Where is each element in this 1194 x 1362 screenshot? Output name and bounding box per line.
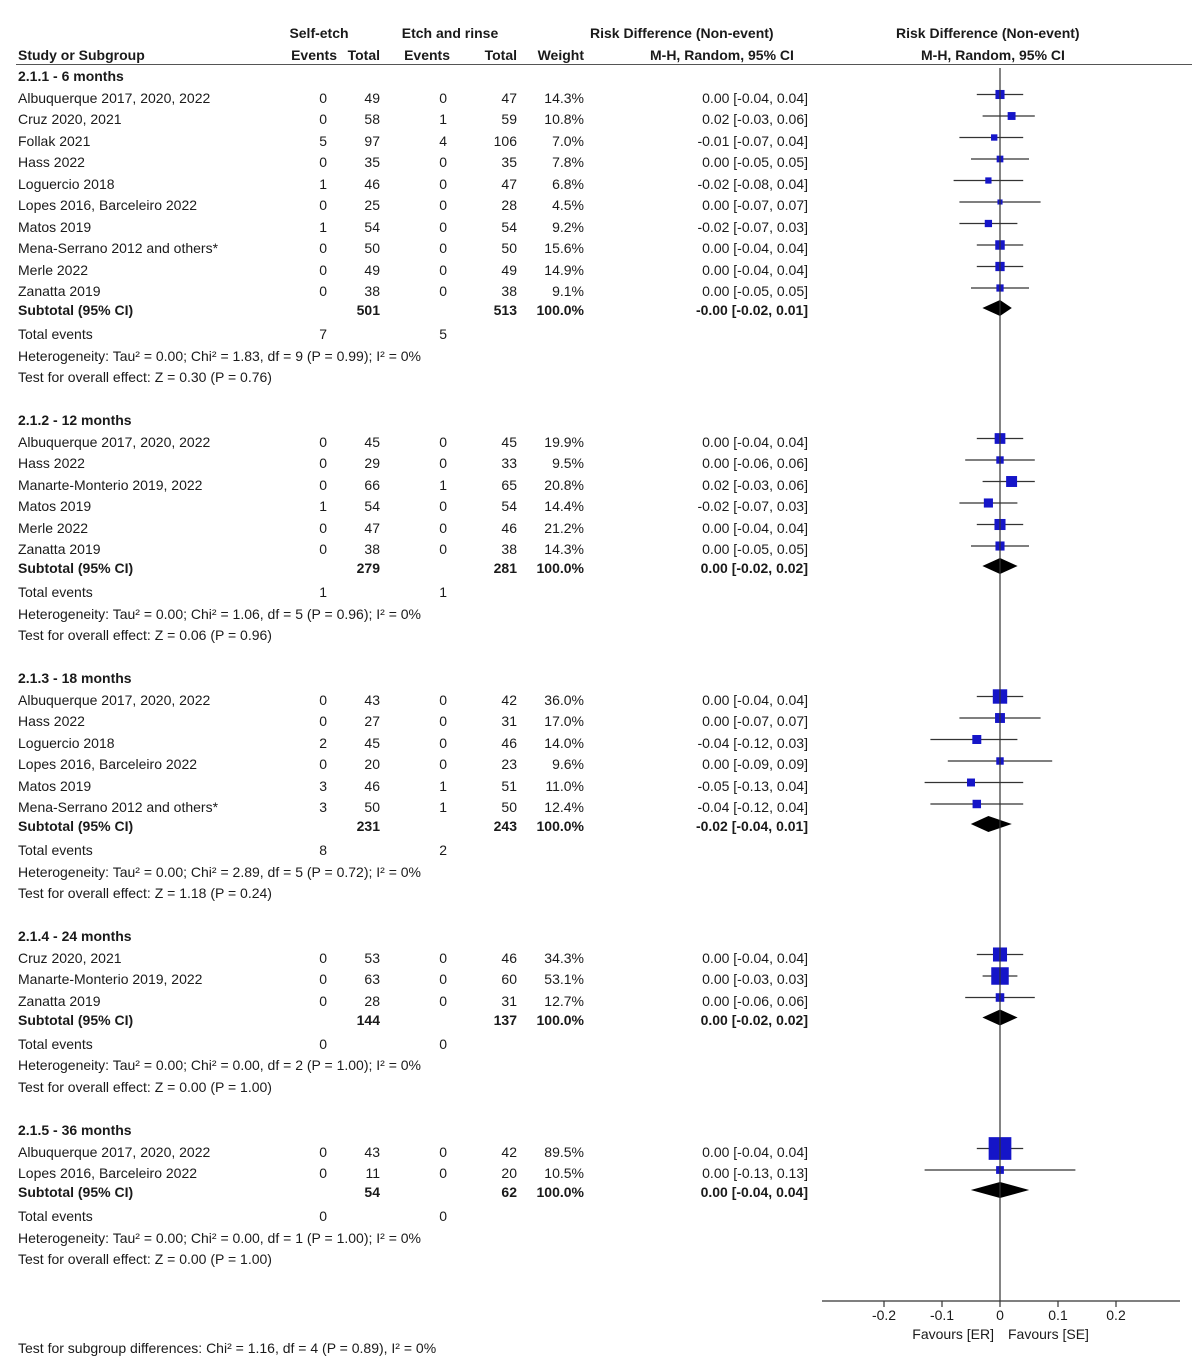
- study-point: [985, 220, 992, 227]
- er-total: 38: [501, 541, 517, 557]
- er-total: 59: [501, 111, 517, 127]
- er-total: 31: [501, 713, 517, 729]
- se-total: 53: [364, 949, 380, 966]
- se-events: 3: [319, 777, 327, 794]
- er-events: 0: [439, 992, 447, 1009]
- se-events: 0: [319, 971, 327, 987]
- subtotal-weight: 100.0%: [536, 818, 584, 834]
- se-events: 0: [319, 455, 327, 471]
- se-events: 0: [319, 949, 327, 966]
- study-weight: 89.5%: [544, 1143, 584, 1160]
- se-events: 0: [319, 992, 327, 1009]
- x-tick-label: 0.1: [1048, 1307, 1068, 1323]
- total-events-label: Total events: [18, 1208, 93, 1224]
- study-ci: -0.01 [-0.07, 0.04]: [697, 132, 808, 149]
- study-name: Albuquerque 2017, 2020, 2022: [18, 1143, 211, 1160]
- se-events: 0: [319, 197, 327, 213]
- se-total: 46: [364, 777, 380, 794]
- se-total: 58: [364, 111, 380, 127]
- subtotal-er-total: 281: [493, 560, 517, 576]
- subtotal-se-total: 279: [356, 560, 380, 576]
- study-name: Manarte-Monterio 2019, 2022: [18, 971, 203, 987]
- study-ci: -0.04 [-0.12, 0.04]: [697, 799, 808, 815]
- subgroup-title: 2.1.2 - 12 months: [18, 412, 132, 428]
- er-events: 0: [439, 734, 447, 751]
- er-events: 1: [439, 799, 447, 815]
- total-events-er: 2: [439, 842, 447, 858]
- er-events: 0: [439, 691, 447, 708]
- se-events: 0: [319, 1165, 327, 1181]
- subgroup-title: 2.1.4 - 24 months: [18, 928, 132, 944]
- header-plot-title: Risk Difference (Non-event): [896, 25, 1080, 41]
- overall-effect: Test for overall effect: Z = 1.18 (P = 0.24): [18, 885, 272, 901]
- study-weight: 12.4%: [544, 799, 584, 815]
- study-name: Cruz 2020, 2021: [18, 949, 122, 966]
- study-name: Mena-Serrano 2012 and others*: [18, 799, 219, 815]
- se-events: 0: [319, 154, 327, 170]
- study-weight: 6.8%: [552, 175, 584, 192]
- study-name: Hass 2022: [18, 154, 85, 170]
- study-weight: 20.8%: [544, 476, 584, 493]
- total-events-label: Total events: [18, 326, 93, 342]
- subtotal-weight: 100.0%: [536, 1184, 584, 1200]
- total-events-se: 7: [319, 326, 327, 342]
- study-ci: 0.00 [-0.04, 0.04]: [702, 519, 808, 536]
- study-name: Loguercio 2018: [18, 734, 115, 751]
- study-ci: 0.02 [-0.03, 0.06]: [702, 111, 808, 127]
- er-events: 0: [439, 433, 447, 450]
- header-se-events: Events: [291, 47, 337, 63]
- er-events: 0: [439, 283, 447, 299]
- er-events: 0: [439, 261, 447, 278]
- se-events: 0: [319, 111, 327, 127]
- se-events: 3: [319, 799, 327, 815]
- se-total: 38: [364, 541, 380, 557]
- heterogeneity: Heterogeneity: Tau² = 0.00; Chi² = 1.83, df = 9 (P = 0.99); I² = 0%: [18, 347, 421, 364]
- subtotal-er-total: 513: [493, 302, 517, 318]
- total-events-er: 0: [439, 1035, 447, 1052]
- total-events-se: 1: [319, 584, 327, 600]
- total-events-er: 1: [439, 584, 447, 600]
- se-total: 28: [364, 992, 380, 1009]
- study-weight: 10.5%: [544, 1165, 584, 1181]
- study-point: [967, 779, 975, 787]
- er-events: 1: [439, 476, 447, 493]
- er-events: 1: [439, 777, 447, 794]
- subtotal-se-total: 501: [356, 302, 380, 318]
- total-events-er: 0: [439, 1208, 447, 1224]
- se-events: 1: [319, 175, 327, 192]
- se-total: 66: [364, 476, 380, 493]
- study-weight: 4.5%: [552, 197, 584, 213]
- header-rd-sub: M-H, Random, 95% CI: [650, 47, 794, 63]
- se-total: 45: [364, 734, 380, 751]
- se-total: 49: [364, 89, 380, 106]
- se-events: 0: [319, 476, 327, 493]
- se-events: 1: [319, 498, 327, 514]
- study-name: Matos 2019: [18, 218, 92, 235]
- se-events: 0: [319, 240, 327, 256]
- study-ci: -0.05 [-0.13, 0.04]: [697, 777, 808, 794]
- study-name: Manarte-Monterio 2019, 2022: [18, 476, 203, 493]
- er-total: 50: [501, 240, 517, 256]
- study-weight: 19.9%: [544, 433, 584, 450]
- er-total: 49: [501, 261, 517, 278]
- total-events-er: 5: [439, 326, 447, 342]
- se-events: 0: [319, 756, 327, 772]
- subtotal-weight: 100.0%: [536, 560, 584, 576]
- subtotal-er-total: 243: [493, 818, 517, 834]
- header-se-total: Total: [347, 47, 380, 63]
- subtotal-label: Subtotal (95% CI): [18, 560, 134, 576]
- study-ci: 0.00 [-0.06, 0.06]: [702, 455, 808, 471]
- subtotal-diamond: [971, 816, 1012, 832]
- overall-effect: Test for overall effect: Z = 0.00 (P = 1.00): [18, 1078, 272, 1095]
- er-events: 0: [439, 455, 447, 471]
- er-events: 0: [439, 971, 447, 987]
- se-total: 27: [364, 713, 380, 729]
- subtotal-label: Subtotal (95% CI): [18, 818, 134, 834]
- total-events-label: Total events: [18, 1035, 93, 1052]
- study-ci: 0.00 [-0.06, 0.06]: [702, 992, 808, 1009]
- overall-effect: Test for overall effect: Z = 0.06 (P = 0.96): [18, 627, 272, 643]
- total-events-se: 0: [319, 1035, 327, 1052]
- se-total: 49: [364, 261, 380, 278]
- er-events: 0: [439, 89, 447, 106]
- x-tick-label: -0.1: [929, 1307, 955, 1323]
- er-events: 0: [439, 756, 447, 772]
- er-total: 60: [501, 971, 517, 987]
- se-total: 11: [365, 1165, 380, 1181]
- study-name: Merle 2022: [18, 519, 89, 536]
- study-name: Matos 2019: [18, 498, 92, 514]
- subtotal-ci: -0.02 [-0.04, 0.01]: [695, 818, 808, 834]
- er-total: 42: [501, 1143, 517, 1160]
- subtotal-ci: -0.00 [-0.02, 0.01]: [695, 302, 808, 318]
- header-self-etch: Self-etch: [289, 25, 349, 41]
- study-point: [972, 735, 981, 744]
- se-events: 0: [319, 1143, 327, 1160]
- study-weight: 14.3%: [544, 541, 584, 557]
- se-events: 0: [319, 89, 327, 106]
- study-weight: 53.1%: [544, 971, 584, 987]
- er-total: 47: [501, 89, 517, 106]
- study-weight: 7.0%: [552, 132, 584, 149]
- er-events: 4: [439, 132, 447, 149]
- er-events: 0: [439, 1165, 447, 1181]
- se-events: 0: [319, 433, 327, 450]
- er-events: 0: [439, 498, 447, 514]
- overall-effect: Test for overall effect: Z = 0.30 (P = 0.76): [18, 369, 272, 385]
- study-name: Zanatta 2019: [18, 992, 101, 1009]
- study-ci: 0.00 [-0.05, 0.05]: [702, 283, 808, 299]
- heterogeneity: Heterogeneity: Tau² = 0.00; Chi² = 1.06, df = 5 (P = 0.96); I² = 0%: [18, 605, 421, 622]
- er-events: 0: [439, 154, 447, 170]
- se-total: 43: [364, 691, 380, 708]
- study-weight: 10.8%: [544, 111, 584, 127]
- subtotal-ci: 0.00 [-0.02, 0.02]: [700, 560, 808, 576]
- study-name: Zanatta 2019: [18, 283, 101, 299]
- subtotal-label: Subtotal (95% CI): [18, 1011, 134, 1028]
- er-events: 1: [439, 111, 447, 127]
- er-total: 33: [501, 455, 517, 471]
- study-ci: 0.00 [-0.05, 0.05]: [702, 154, 808, 170]
- heterogeneity: Heterogeneity: Tau² = 0.00; Chi² = 0.00, df = 2 (P = 1.00); I² = 0%: [18, 1057, 421, 1073]
- total-events-label: Total events: [18, 842, 93, 858]
- er-events: 0: [439, 240, 447, 256]
- study-ci: 0.00 [-0.05, 0.05]: [702, 541, 808, 557]
- er-total: 46: [501, 734, 517, 751]
- se-total: 38: [364, 283, 380, 299]
- se-total: 29: [364, 455, 380, 471]
- er-events: 0: [439, 519, 447, 536]
- study-ci: 0.00 [-0.13, 0.13]: [702, 1165, 808, 1181]
- er-total: 50: [501, 799, 517, 815]
- study-ci: -0.02 [-0.07, 0.03]: [697, 218, 808, 235]
- study-point: [985, 177, 991, 183]
- study-point: [1008, 112, 1016, 120]
- study-name: Matos 2019: [18, 777, 92, 794]
- subtotal-label: Subtotal (95% CI): [18, 1184, 134, 1200]
- study-ci: 0.00 [-0.04, 0.04]: [702, 433, 808, 450]
- study-name: Albuquerque 2017, 2020, 2022: [18, 89, 211, 106]
- study-ci: -0.02 [-0.07, 0.03]: [697, 498, 808, 514]
- study-name: Hass 2022: [18, 455, 85, 471]
- er-events: 0: [439, 218, 447, 235]
- study-name: Loguercio 2018: [18, 175, 115, 192]
- favours-right-label: Favours [SE]: [1008, 1326, 1089, 1342]
- subgroup-title: 2.1.3 - 18 months: [18, 670, 132, 686]
- total-events-se: 8: [319, 842, 327, 858]
- header-er-total: Total: [484, 47, 517, 63]
- study-name: Follak 2021: [18, 132, 91, 149]
- er-total: 38: [501, 283, 517, 299]
- subtotal-ci: 0.00 [-0.04, 0.04]: [700, 1184, 808, 1200]
- header-etch-rinse: Etch and rinse: [401, 25, 499, 41]
- er-total: 45: [501, 433, 517, 450]
- er-total: 23: [501, 756, 517, 772]
- se-events: 0: [319, 713, 327, 729]
- er-events: 0: [439, 175, 447, 192]
- study-ci: 0.00 [-0.09, 0.09]: [702, 756, 808, 772]
- se-events: 0: [319, 283, 327, 299]
- study-weight: 14.9%: [544, 261, 584, 278]
- study-weight: 9.6%: [552, 756, 584, 772]
- study-ci: 0.00 [-0.03, 0.03]: [702, 971, 808, 987]
- se-events: 5: [319, 132, 327, 149]
- x-tick-label: 0: [996, 1307, 1004, 1323]
- study-weight: 9.5%: [552, 455, 584, 471]
- study-weight: 36.0%: [544, 691, 584, 708]
- study-name: Lopes 2016, Barceleiro 2022: [18, 756, 198, 772]
- er-total: 46: [501, 949, 517, 966]
- study-ci: -0.04 [-0.12, 0.03]: [697, 734, 808, 751]
- heterogeneity: Heterogeneity: Tau² = 0.00; Chi² = 0.00, df = 1 (P = 1.00); I² = 0%: [18, 1229, 421, 1246]
- subtotal-diamond: [982, 300, 1011, 316]
- total-events-se: 0: [319, 1208, 327, 1224]
- se-total: 20: [364, 756, 380, 772]
- heterogeneity: Heterogeneity: Tau² = 0.00; Chi² = 2.89, df = 5 (P = 0.72); I² = 0%: [18, 863, 421, 880]
- er-total: 28: [501, 197, 517, 213]
- study-name: Mena-Serrano 2012 and others*: [18, 240, 219, 256]
- er-total: 106: [493, 132, 517, 149]
- study-weight: 21.2%: [544, 519, 584, 536]
- se-total: 63: [364, 971, 380, 987]
- subtotal-weight: 100.0%: [536, 1011, 584, 1028]
- study-ci: -0.02 [-0.08, 0.04]: [697, 175, 808, 192]
- subtotal-weight: 100.0%: [536, 302, 584, 318]
- favours-left-label: Favours [ER]: [912, 1326, 994, 1342]
- er-total: 65: [501, 476, 517, 493]
- x-tick-label: 0.2: [1106, 1307, 1126, 1323]
- subtotal-se-total: 231: [356, 818, 380, 834]
- subtotal-label: Subtotal (95% CI): [18, 302, 134, 318]
- se-events: 0: [319, 519, 327, 536]
- er-total: 20: [501, 1165, 517, 1181]
- er-total: 42: [501, 691, 517, 708]
- subtotal-se-total: 144: [356, 1011, 380, 1028]
- study-ci: 0.00 [-0.04, 0.04]: [702, 240, 808, 256]
- study-name: Cruz 2020, 2021: [18, 111, 122, 127]
- se-total: 50: [364, 240, 380, 256]
- study-weight: 17.0%: [544, 713, 584, 729]
- subtotal-se-total: 54: [364, 1184, 380, 1200]
- er-events: 0: [439, 197, 447, 213]
- se-total: 50: [364, 799, 380, 815]
- se-events: 2: [319, 734, 327, 751]
- study-point: [1006, 476, 1017, 487]
- se-total: 45: [364, 433, 380, 450]
- se-events: 0: [319, 541, 327, 557]
- study-weight: 9.2%: [552, 218, 584, 235]
- study-ci: 0.00 [-0.04, 0.04]: [702, 949, 808, 966]
- study-weight: 7.8%: [552, 154, 584, 170]
- se-total: 54: [364, 218, 380, 235]
- er-total: 46: [501, 519, 517, 536]
- study-point: [984, 498, 993, 507]
- subtotal-er-total: 137: [493, 1011, 517, 1028]
- se-events: 0: [319, 691, 327, 708]
- er-events: 0: [439, 949, 447, 966]
- header-weight: Weight: [537, 47, 584, 63]
- study-name: Zanatta 2019: [18, 541, 101, 557]
- study-ci: 0.02 [-0.03, 0.06]: [702, 476, 808, 493]
- study-point: [973, 800, 981, 808]
- se-total: 47: [364, 519, 380, 536]
- er-events: 0: [439, 713, 447, 729]
- study-weight: 12.7%: [544, 992, 584, 1009]
- study-ci: 0.00 [-0.07, 0.07]: [702, 713, 808, 729]
- study-ci: 0.00 [-0.04, 0.04]: [702, 1143, 808, 1160]
- study-name: Merle 2022: [18, 261, 89, 278]
- study-weight: 14.4%: [544, 498, 584, 514]
- study-ci: 0.00 [-0.04, 0.04]: [702, 691, 808, 708]
- er-events: 0: [439, 1143, 447, 1160]
- study-name: Albuquerque 2017, 2020, 2022: [18, 433, 211, 450]
- se-events: 1: [319, 218, 327, 235]
- subgroup-title: 2.1.1 - 6 months: [18, 68, 124, 84]
- header-rd-title: Risk Difference (Non-event): [590, 25, 774, 41]
- se-total: 46: [364, 175, 380, 192]
- se-total: 25: [364, 197, 380, 213]
- study-weight: 15.6%: [544, 240, 584, 256]
- header-er-events: Events: [404, 47, 450, 63]
- study-weight: 9.1%: [552, 283, 584, 299]
- study-point: [991, 134, 997, 140]
- se-total: 35: [364, 154, 380, 170]
- er-total: 54: [501, 218, 517, 235]
- x-tick-label: -0.2: [871, 1307, 897, 1323]
- study-name: Lopes 2016, Barceleiro 2022: [18, 1165, 198, 1181]
- er-events: 0: [439, 541, 447, 557]
- subtotal-ci: 0.00 [-0.02, 0.02]: [700, 1011, 808, 1028]
- header-plot-sub: M-H, Random, 95% CI: [921, 47, 1065, 63]
- er-total: 35: [501, 154, 517, 170]
- study-ci: 0.00 [-0.07, 0.07]: [702, 197, 808, 213]
- se-events: 0: [319, 261, 327, 278]
- study-name: Albuquerque 2017, 2020, 2022: [18, 691, 211, 708]
- header-study: Study or Subgroup: [18, 47, 145, 63]
- study-weight: 14.3%: [544, 89, 584, 106]
- total-events-label: Total events: [18, 584, 93, 600]
- overall-effect: Test for overall effect: Z = 0.00 (P = 1.00): [18, 1251, 272, 1267]
- er-total: 51: [501, 777, 517, 794]
- study-name: Lopes 2016, Barceleiro 2022: [18, 197, 198, 213]
- study-name: Hass 2022: [18, 713, 85, 729]
- er-total: 54: [501, 498, 517, 514]
- se-total: 54: [364, 498, 380, 514]
- subgroup-title: 2.1.5 - 36 months: [18, 1122, 132, 1138]
- study-ci: 0.00 [-0.04, 0.04]: [702, 261, 808, 278]
- subgroup-differences-test: Test for subgroup differences: Chi² = 1.16, df = 4 (P = 0.89), I² = 0%: [18, 1340, 437, 1356]
- se-total: 43: [364, 1143, 380, 1160]
- se-total: 97: [364, 132, 380, 149]
- study-weight: 34.3%: [544, 949, 584, 966]
- study-weight: 14.0%: [544, 734, 584, 751]
- study-weight: 11.0%: [545, 777, 584, 794]
- er-total: 31: [501, 992, 517, 1009]
- study-ci: 0.00 [-0.04, 0.04]: [702, 89, 808, 106]
- subtotal-er-total: 62: [501, 1184, 517, 1200]
- er-total: 47: [501, 175, 517, 192]
